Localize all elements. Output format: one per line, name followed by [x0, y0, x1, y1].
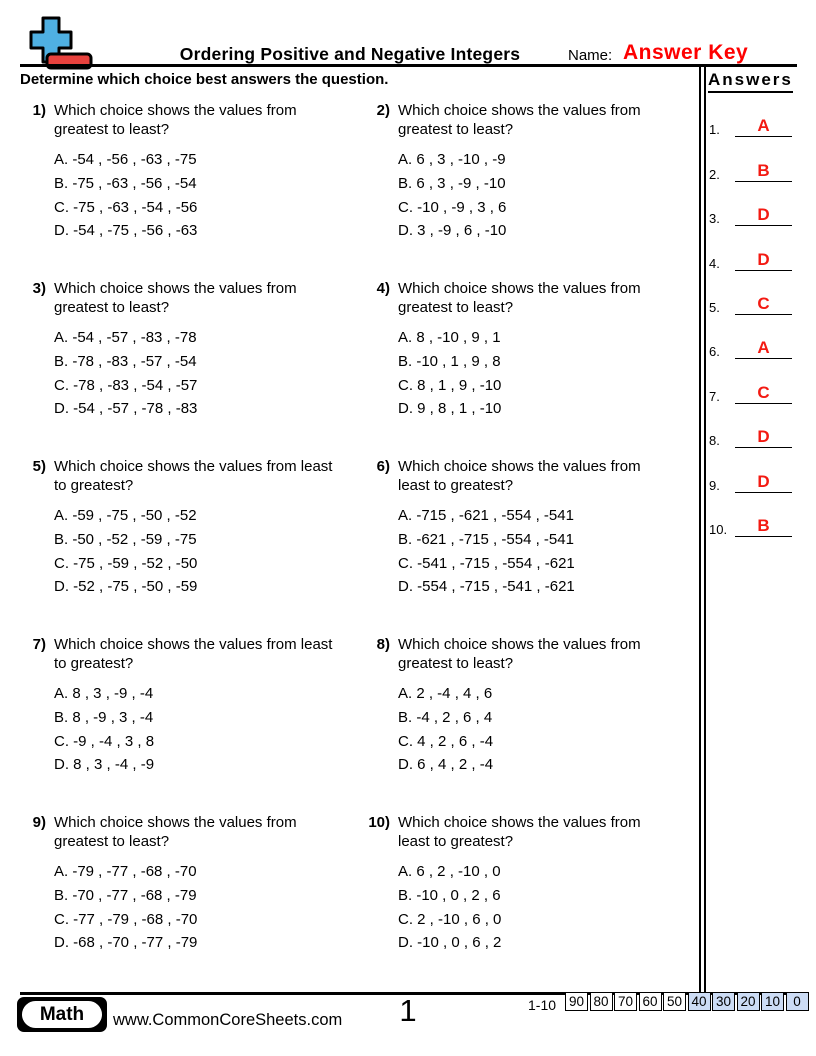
question-prompt: Which choice shows the values from greatest to least?	[398, 280, 641, 316]
answer-letter: D	[757, 471, 770, 491]
answer-letter: C	[757, 293, 770, 313]
answer-letter: A	[757, 116, 770, 136]
choice-c: C. -541 , -715 , -554 , -621	[398, 554, 575, 572]
choice-list	[398, 148, 658, 243]
choice-d: D. -54 , -75 , -56 , -63	[54, 222, 198, 240]
choice-list	[398, 860, 658, 955]
answer-blank-line	[735, 472, 792, 493]
question-4	[364, 279, 696, 457]
website-text: www.CommonCoreSheets.com	[113, 1011, 343, 1029]
choice-a: A. -54 , -57 , -83 , -78	[54, 329, 197, 346]
answer-blank-line	[735, 116, 792, 137]
choice-list	[54, 326, 346, 421]
question-number: 5)	[32, 458, 46, 475]
choice-d: D. 8 , 3 , -4 , -9	[54, 756, 155, 774]
choice-list	[398, 504, 658, 599]
choice-list	[398, 682, 658, 777]
choice-a: A. 6 , 3 , -10 , -9	[398, 151, 506, 168]
score-cell: 70	[614, 992, 637, 1011]
question-number: 8)	[376, 636, 390, 653]
choice-d: D. -54 , -57 , -78 , -83	[54, 400, 198, 418]
question-6	[364, 457, 696, 635]
choice-c: C. -75 , -63 , -54 , -56	[54, 198, 198, 216]
choice-d: D. 6 , 4 , 2 , -4	[398, 756, 494, 774]
choice-list	[398, 326, 658, 421]
answer-number: 7.	[709, 388, 720, 404]
page-number: 1	[399, 993, 417, 1028]
choice-c: C. -10 , -9 , 3 , 6	[398, 198, 507, 216]
choice-d: D. 9 , 8 , 1 , -10	[398, 400, 502, 418]
question-prompt: Which choice shows the values from greatest to least?	[398, 636, 641, 672]
answer-number: 5.	[709, 299, 720, 315]
answer-blank-line	[735, 250, 792, 271]
question-number: 7)	[32, 636, 46, 653]
answer-row-7	[708, 359, 798, 403]
choice-a: A. -79 , -77 , -68 , -70	[54, 863, 197, 880]
score-cell: 20	[737, 992, 760, 1011]
choice-a: A. -715 , -621 , -554 , -541	[398, 507, 574, 524]
score-cell: 40	[688, 992, 711, 1011]
answer-number: 8.	[709, 433, 720, 449]
answers-header: Answers	[708, 70, 793, 93]
answer-row-6	[708, 315, 798, 359]
choice-list	[54, 682, 346, 777]
page-title: Ordering Positive and Negative Integers	[179, 44, 521, 64]
score-range-label: 1-10	[528, 997, 557, 1013]
choice-a: A. -59 , -75 , -50 , -52	[54, 507, 197, 524]
questions-grid	[20, 101, 696, 991]
choice-c: C. 4 , 2 , 6 , -4	[398, 732, 494, 750]
answer-row-8	[708, 404, 798, 448]
question-number: 4)	[376, 280, 390, 297]
answers-panel	[708, 70, 798, 537]
score-cell: 60	[639, 992, 662, 1011]
answer-letter: A	[757, 338, 770, 358]
choice-d: D. -52 , -75 , -50 , -59	[54, 578, 198, 596]
choice-b: B. -4 , 2 , 6 , 4	[398, 708, 493, 726]
question-number: 10)	[368, 814, 390, 831]
answer-row-1	[708, 93, 798, 137]
choice-d: D. -554 , -715 , -541 , -621	[398, 578, 575, 596]
question-number: 6)	[376, 458, 390, 475]
choice-c: C. -75 , -59 , -52 , -50	[54, 554, 198, 572]
choice-a: A. 2 , -4 , 4 , 6	[398, 685, 493, 702]
score-cell: 90	[565, 992, 588, 1011]
choice-b: B. -621 , -715 , -554 , -541	[398, 530, 574, 548]
choice-list	[54, 860, 346, 955]
score-grid	[565, 992, 809, 1011]
score-cell: 50	[663, 992, 686, 1011]
question-prompt: Which choice shows the values from least to greatest?	[54, 636, 333, 672]
choice-b: B. 6 , 3 , -9 , -10	[398, 174, 506, 192]
choice-d: D. 3 , -9 , 6 , -10	[398, 222, 507, 240]
score-cell: 10	[761, 992, 784, 1011]
question-2	[364, 101, 696, 279]
answer-row-9	[708, 448, 798, 492]
choice-d: D. -10 , 0 , 6 , 2	[398, 934, 502, 952]
answer-blank-line	[735, 294, 792, 315]
answer-number: 2.	[709, 166, 720, 182]
answer-blank-line	[735, 383, 792, 404]
question-prompt: Which choice shows the values from least to greatest?	[398, 814, 641, 850]
answer-number: 10.	[709, 521, 728, 537]
question-7	[20, 635, 364, 813]
question-3	[20, 279, 364, 457]
question-1	[20, 101, 364, 279]
answer-number: 6.	[709, 344, 720, 360]
score-cell: 30	[712, 992, 735, 1011]
answer-letter: B	[757, 160, 770, 180]
question-number: 9)	[32, 814, 46, 831]
score-cell: 80	[590, 992, 613, 1011]
answer-row-4	[708, 226, 798, 270]
answer-blank-line	[735, 427, 792, 448]
choice-c: C. 8 , 1 , 9 , -10	[398, 376, 502, 394]
choice-a: A. 8 , 3 , -9 , -4	[54, 685, 154, 702]
subject-label: Math	[22, 1001, 102, 1028]
answer-row-5	[708, 271, 798, 315]
name-label: Name:	[568, 47, 613, 64]
answer-number: 9.	[709, 477, 720, 493]
choice-c: C. -78 , -83 , -54 , -57	[54, 376, 198, 394]
answer-letter: B	[757, 515, 770, 535]
answer-row-3	[708, 182, 798, 226]
answer-letter: D	[757, 249, 770, 269]
answer-blank-line	[735, 338, 792, 359]
question-10	[364, 813, 696, 991]
header-rule	[20, 64, 797, 67]
answer-row-10	[708, 493, 798, 537]
answer-row-2	[708, 137, 798, 181]
instruction-text: Determine which choice best answers the question.	[20, 71, 389, 88]
choice-list	[54, 148, 346, 243]
choice-b: B. -75 , -63 , -56 , -54	[54, 174, 197, 192]
choice-b: B. -70 , -77 , -68 , -79	[54, 886, 197, 904]
answer-number: 4.	[709, 255, 720, 271]
choice-c: C. -9 , -4 , 3 , 8	[54, 732, 155, 750]
score-cell: 0	[786, 992, 809, 1011]
choice-a: A. 8 , -10 , 9 , 1	[398, 329, 501, 346]
choice-b: B. -10 , 1 , 9 , 8	[398, 352, 501, 370]
answers-divider-line	[699, 67, 706, 993]
choice-b: B. -50 , -52 , -59 , -75	[54, 530, 197, 548]
choice-c: C. 2 , -10 , 6 , 0	[398, 910, 502, 928]
choice-c: C. -77 , -79 , -68 , -70	[54, 910, 198, 928]
answer-key-value: Answer Key	[623, 41, 749, 64]
answer-letter: D	[757, 205, 770, 225]
answer-blank-line	[735, 205, 792, 226]
choice-b: B. 8 , -9 , 3 , -4	[54, 708, 154, 726]
question-8	[364, 635, 696, 813]
answer-blank-line	[735, 516, 792, 537]
answer-number: 1.	[709, 122, 720, 138]
question-5	[20, 457, 364, 635]
answer-letter: D	[757, 427, 770, 447]
choice-a: A. 6 , 2 , -10 , 0	[398, 863, 501, 880]
question-prompt: Which choice shows the values from greatest to least?	[54, 814, 297, 850]
answer-blank-line	[735, 161, 792, 182]
question-9	[20, 813, 364, 991]
choice-b: B. -78 , -83 , -57 , -54	[54, 352, 197, 370]
question-prompt: Which choice shows the values from greatest to least?	[54, 280, 297, 316]
subject-badge	[17, 997, 107, 1032]
choice-a: A. -54 , -56 , -63 , -75	[54, 151, 197, 168]
answer-number: 3.	[709, 211, 720, 227]
question-prompt: Which choice shows the values from greatest to least?	[398, 102, 641, 138]
question-number: 3)	[32, 280, 46, 297]
choice-b: B. -10 , 0 , 2 , 6	[398, 886, 501, 904]
question-prompt: Which choice shows the values from least to greatest?	[54, 458, 333, 494]
question-number: 2)	[376, 102, 390, 119]
question-prompt: Which choice shows the values from greatest to least?	[54, 102, 297, 138]
choice-d: D. -68 , -70 , -77 , -79	[54, 934, 198, 952]
choice-list	[54, 504, 346, 599]
question-prompt: Which choice shows the values from least to greatest?	[398, 458, 641, 494]
answer-letter: C	[757, 382, 770, 402]
question-number: 1)	[32, 102, 46, 119]
